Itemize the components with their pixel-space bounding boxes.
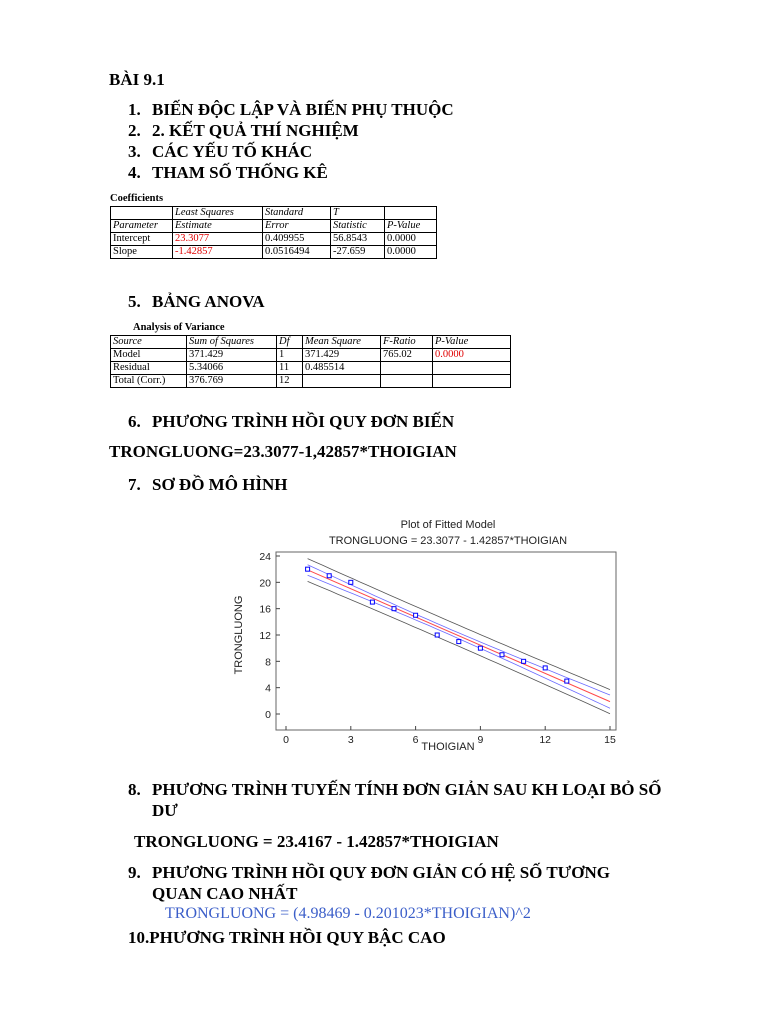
table-cell: Standard: [263, 207, 331, 220]
x-tick-label: 6: [412, 734, 419, 746]
list-item-1: [128, 100, 454, 120]
list-number: 5.: [128, 292, 141, 311]
equation-3: TRONGLUONG = (4.98469 - 0.201023*THOIGIAN)^2: [165, 905, 531, 922]
data-point: [522, 659, 526, 663]
table-cell: Slope: [111, 246, 173, 259]
table-cell: Estimate: [173, 220, 263, 233]
list-text: PHƯƠNG TRÌNH HỒI QUY ĐƠN GIẢN CÓ HỆ SỐ TƯƠNG: [152, 863, 610, 882]
table-header-row: [111, 220, 437, 233]
list-item-8-cont: DƯ: [152, 801, 178, 820]
table-cell: 765.02: [381, 349, 433, 362]
table-cell: 376.769: [187, 375, 277, 388]
table-row: [111, 349, 511, 362]
table-cell: Total (Corr.): [111, 375, 187, 388]
table-cell: 371.429: [187, 349, 277, 362]
data-point: [349, 580, 353, 584]
coefficients-title: Coefficients: [110, 193, 164, 204]
data-point: [327, 574, 331, 578]
list-item-6: [128, 412, 454, 432]
list-text: PHƯƠNG TRÌNH HỒI QUY BẬC CAO: [149, 928, 446, 947]
table-row: [111, 362, 511, 375]
table-cell: 1: [277, 349, 303, 362]
x-tick-label: 0: [283, 734, 289, 746]
table-cell: [433, 375, 511, 388]
table-cell: 0.409955: [263, 233, 331, 246]
list-text: PHƯƠNG TRÌNH TUYẾN TÍNH ĐƠN GIẢN SAU KH LOẠI BỎ SỐ: [152, 780, 662, 799]
table-cell: Least Squares: [173, 207, 263, 220]
y-tick-label: 8: [265, 656, 271, 669]
table-header-row: [111, 336, 511, 349]
table-cell: 5.34066: [187, 362, 277, 375]
list-item-8: [128, 780, 661, 800]
table-cell: 0.0000: [385, 233, 437, 246]
data-point: [457, 640, 461, 644]
list-text: BIẾN ĐỘC LẬP VÀ BIẾN PHỤ THUỘC: [152, 100, 454, 119]
list-item-10: [128, 928, 446, 948]
data-point: [565, 679, 569, 683]
table-cell: P-Value: [385, 220, 437, 233]
anova-title: Analysis of Variance: [133, 322, 225, 333]
list-item-2: [128, 121, 359, 141]
data-point: [392, 607, 396, 611]
list-number: 6.: [128, 412, 141, 431]
y-tick-label: 4: [265, 682, 271, 695]
x-tick-label: 9: [477, 734, 484, 746]
chart-subtitle: TRONGLUONG = 23.3077 - 1.42857*THOIGIAN: [328, 535, 568, 547]
list-item-9: [128, 863, 610, 883]
table-cell: [381, 362, 433, 375]
list-number: 3.: [128, 142, 141, 161]
table-cell: -27.659: [331, 246, 385, 259]
list-number: 9.: [128, 863, 141, 882]
list-number: 8.: [128, 780, 141, 799]
table-cell: [385, 207, 437, 220]
table-cell: 0.485514: [303, 362, 381, 375]
list-number: 1.: [128, 100, 141, 119]
data-point: [370, 600, 374, 604]
data-point: [306, 567, 310, 571]
table-header-row: [111, 207, 437, 220]
y-axis-label: TRONGLUONG: [233, 595, 245, 675]
table-row: [111, 246, 437, 259]
table-cell: Df: [277, 336, 303, 349]
table-cell: [303, 375, 381, 388]
x-tick-label: 15: [604, 734, 616, 746]
table-cell: 56.8543: [331, 233, 385, 246]
table-cell: 0.0000: [385, 246, 437, 259]
y-tick-label: 16: [259, 603, 271, 616]
table-cell: 0.0000: [433, 349, 511, 362]
table-row: [111, 233, 437, 246]
data-point: [543, 666, 547, 670]
list-number: 4.: [128, 163, 141, 182]
table-cell: Sum of Squares: [187, 336, 277, 349]
list-number: 2.: [128, 121, 141, 140]
fitted-model-chart: [220, 512, 640, 757]
table-cell: Mean Square: [303, 336, 381, 349]
list-text: CÁC YẾU TỐ KHÁC: [152, 142, 313, 161]
anova-table: [110, 335, 511, 388]
table-cell: Model: [111, 349, 187, 362]
table-cell: 11: [277, 362, 303, 375]
list-item-4: [128, 163, 328, 183]
table-cell: 0.0516494: [263, 246, 331, 259]
table-cell: Residual: [111, 362, 187, 375]
equation-2: TRONGLUONG = 23.4167 - 1.42857*THOIGIAN: [134, 832, 499, 851]
page-title: BÀI 9.1: [109, 70, 165, 89]
table-cell: F-Ratio: [381, 336, 433, 349]
table-cell: -1.42857: [173, 246, 263, 259]
list-number: 10.: [128, 928, 150, 947]
x-tick-label: 3: [347, 734, 354, 746]
table-row: [111, 375, 511, 388]
list-item-7: [128, 475, 288, 495]
table-cell: Parameter: [111, 220, 173, 233]
table-cell: Source: [111, 336, 187, 349]
x-axis-label: THOIGIAN: [421, 741, 475, 753]
table-cell: T: [331, 207, 385, 220]
list-text: THAM SỐ THỐNG KÊ: [152, 163, 328, 182]
table-cell: [111, 207, 173, 220]
chart-title: Plot of Fitted Model: [400, 519, 496, 531]
list-item-3: [128, 142, 312, 162]
table-cell: Statistic: [331, 220, 385, 233]
y-tick-label: 12: [259, 630, 271, 642]
list-item-5: [128, 292, 265, 312]
table-cell: P-Value: [433, 336, 511, 349]
table-cell: 371.429: [303, 349, 381, 362]
list-text: BẢNG ANOVA: [152, 292, 265, 311]
table-cell: [433, 362, 511, 375]
y-tick-label: 24: [259, 551, 271, 563]
list-text: SƠ ĐỒ MÔ HÌNH: [152, 475, 288, 494]
data-point: [414, 613, 418, 617]
data-point: [435, 633, 439, 637]
data-point: [500, 653, 504, 657]
table-cell: Intercept: [111, 233, 173, 246]
equation-1: TRONGLUONG=23.3077-1,42857*THOIGIAN: [109, 442, 457, 461]
coefficients-table: [110, 206, 437, 259]
y-tick-label: 0: [265, 709, 271, 721]
list-text: PHƯƠNG TRÌNH HỒI QUY ĐƠN BIẾN: [152, 412, 455, 431]
x-tick-label: 12: [539, 734, 552, 746]
data-point: [478, 646, 482, 650]
list-item-9-cont: QUAN CAO NHẤT: [152, 884, 298, 903]
table-cell: Error: [263, 220, 331, 233]
table-cell: 12: [277, 375, 303, 388]
y-tick-label: 20: [259, 577, 271, 590]
list-text: 2. KẾT QUẢ THÍ NGHIỆM: [152, 121, 359, 140]
table-cell: [381, 375, 433, 388]
table-cell: 23.3077: [173, 233, 263, 246]
list-number: 7.: [128, 475, 141, 494]
